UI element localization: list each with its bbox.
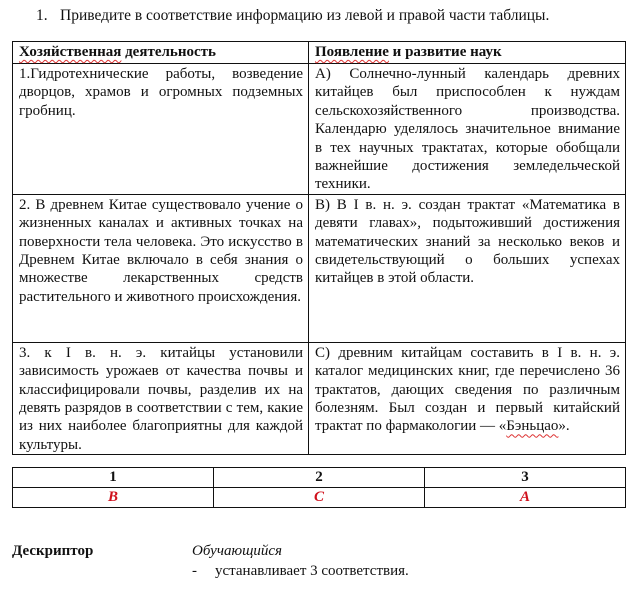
answer-letter: A (425, 488, 626, 508)
header-word: Хозяйственная (19, 44, 122, 60)
cell-text: С) древним китайцам составить в I в. н. э. каталог медицинских книг, где перечислено 36 трактатов, дающих сведения по различным болезням. Был создан и первый китайский трактат по фармакологии — « (315, 344, 620, 435)
cell-text-underlined: Бэньцао (506, 418, 559, 435)
task-text: Приведите в соответствие информацию из левой и правой части таблицы. (60, 7, 550, 24)
matching-table (12, 41, 626, 455)
header-word: деятельность (121, 44, 216, 60)
answer-number: 3 (425, 468, 626, 488)
cell-text: ». (558, 418, 570, 435)
descriptor-label: Дескриптор (12, 543, 94, 559)
descriptor-subject: Обучающийся (192, 543, 283, 559)
criterion-text: устанавливает 3 соответствия. (215, 563, 409, 579)
bullet-dash: - (192, 563, 197, 579)
answer-number-row (13, 468, 626, 488)
right-cell-c (309, 342, 626, 454)
header-word: Появление (315, 44, 389, 60)
descriptor-criterion (192, 563, 409, 580)
header-economic-activity (13, 42, 309, 64)
table-header-row (13, 42, 626, 64)
task-title (36, 7, 549, 25)
left-cell-2: 2. В древнем Китае существовало учение о жизненных каналах и активных точках на поверхности тела человека. Это искусство в Древнем Китае включало в себя знания о множестве лекарственных средств растительного и животного происхождения. (13, 194, 309, 342)
right-cell-b: В) В I в. н. э. создан трактат «Математика в девяти главах», подытоживший достижения математических знаний за несколько веков и свидетельствующий о больших успехах китайцев в этой области. (309, 194, 626, 342)
answer-number: 2 (214, 468, 425, 488)
answer-letter: C (214, 488, 425, 508)
answer-number: 1 (13, 468, 214, 488)
right-cell-a: А) Солнечно-лунный календарь древних китайцев был приспособлен к нуждам сельскохозяйственного производства. Календарю уделялось значительное внимание в тех научных трактатах, которые обобщали важнейшие достижения земледельческой техники. (309, 64, 626, 195)
table-row (13, 194, 626, 342)
header-word: и развитие наук (388, 44, 502, 60)
table-row (13, 342, 626, 454)
answer-letter-row (13, 488, 626, 508)
header-sciences (309, 42, 626, 64)
answer-letter: B (13, 488, 214, 508)
table-row (13, 64, 626, 195)
answer-table (12, 467, 626, 508)
left-cell-1: 1.Гидротехнические работы, возведение дворцов, храмов и огромных подземных гробниц. (13, 64, 309, 195)
task-number: 1. (36, 7, 48, 24)
left-cell-3: 3. к I в. н. э. китайцы установили зависимость урожаев от качества почвы и классифицировали почвы, разделив их на девять разрядов в соответствии с тем, какие из них наиболее благоприятны для каждой культуры. (13, 342, 309, 454)
